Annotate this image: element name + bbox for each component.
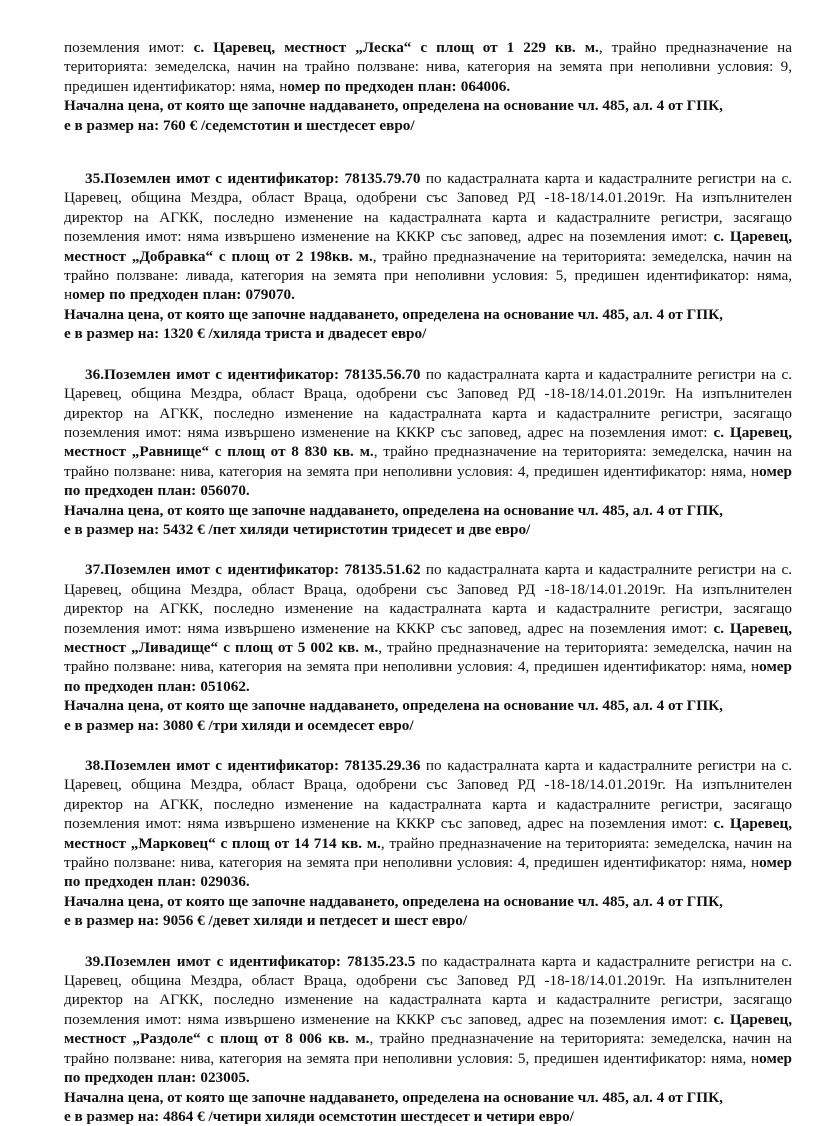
starting-price-line-2: е в размер на: 4864 € /четири хиляди осемстотин шестдесет и четири евро/ [64,1107,574,1125]
property-entry-36 [64,365,792,540]
intro-text: по кадастралната карта и кадастралните регистри на с. Царевец, община Мездра, област Враца, одобрени със Заповед РД -18-18/14.01.2019г. На изпълнителен директор на АГКК, последно изменение на кадастралната карта и кадастралните регистри, засягащо поземления имот: няма извършено изменение на КККР със заповед, адрес на поземления имот: [64,170,793,246]
identifier-label: Поземлен имот с идентификатор: [103,952,348,970]
item-number: 37. [85,561,104,579]
location-area: с. Царевец, местност „Добравка“ с площ от 2 198кв. м. [64,228,792,265]
previous-plan-number: омер по предходен план: 079070. [72,286,295,304]
location-area: с. Царевец, местност „Марковец“ с площ от 14 714 кв. м. [64,815,792,852]
identifier-label: Поземлен имот с идентификатор: [103,757,345,774]
starting-price-line-2: е в размер на: 1320 € /хиляда триста и двадесет евро/ [64,325,427,343]
intro-text: по кадастралната карта и кадастралните регистри на с. Царевец, община Мездра, област Враца, одобрени със Заповед РД -18-18/14.01.2019г. На изпълнителен директор на АГКК, последно изменение на кадастралната карта и кадастралните регистри, засягащо поземления имот: няма извършено изменение на КККР със заповед, адрес на поземления имот: [64,561,793,637]
property-description [64,756,792,892]
location-area: с. Царевец, местност „Раздоле“ с площ от 8 006 кв. м. [64,1010,792,1048]
property-entry-continuation [64,38,792,135]
details-text: , трайно предназначение на територията: земеделска, начин на трайно ползване: нива, категория на земята при неполивни условия: 4, предишен идентификатор: няма, н [64,834,792,872]
identifier-value: 78135.23.5 [347,952,416,970]
property-entry-35 [64,169,792,344]
previous-plan-number: омер по предходен план: 023005. [64,1049,792,1087]
starting-price-line-2: е в размер на: 9056 € /девет хиляди и петдесет и шест евро/ [64,912,468,930]
identifier-label: Поземлен имот с идентификатор: [103,365,345,383]
property-description [64,365,792,501]
item-number: 38. [85,757,104,774]
identifier-value: 78135.56.70 [344,365,421,383]
starting-price-line-2: е в размер на: 5432 € /пет хиляди четиристотин тридесет и две евро/ [64,520,531,538]
document-page [64,38,792,1126]
starting-price-line-1: Начална цена, от която ще започне наддаването, определена на основание чл. 485, ал. 4 от ГПК, [64,501,723,519]
property-description [64,952,792,1088]
identifier-label: Поземлен имот с идентификатор: [103,170,345,188]
intro-text: по кадастралната карта и кадастралните регистри на с. Царевец, община Мездра, област Враца, одобрени със Заповед РД -18-18/14.01.2019г. На изпълнителен директор на АГКК, последно изменение на кадастралната карта и кадастралните регистри, засягащо поземления имот: няма извършено изменение на КККР със заповед, адрес на поземления имот: [64,952,793,1028]
item-number: 36. [85,365,104,383]
item-number: 35. [85,170,104,188]
previous-plan-number: омер по предходен план: 051062. [64,658,792,695]
identifier-value: 78135.79.70 [344,170,421,188]
property-entry-37 [64,560,792,735]
identifier-label: Поземлен имот с идентификатор: [103,561,345,579]
details-text: , трайно предназначение на територията: земеделска, начин на трайно ползване: ливада, категория на земята при неполивни условия: 5, предишен идентификатор: няма, н [64,247,792,304]
starting-price-line-2: е в размер на: 3080 € /три хиляди и осемдесет евро/ [64,716,414,734]
intro-text: поземления имот: [64,39,194,56]
identifier-value: 78135.29.36 [344,757,421,774]
location-area: с. Царевец, местност „Леска“ с площ от 1 229 кв. м. [193,39,599,56]
previous-plan-number: омер по предходен план: 056070. [64,462,792,500]
starting-price-line-1: Начална цена, от която ще започне наддаването, определена на основание чл. 485, ал. 4 от ГПК, [64,697,723,715]
location-area: с. Царевец, местност „Ливадище“ с площ от 5 002 кв. м. [64,619,792,656]
previous-plan-number: омер по предходен план: 064006. [287,77,511,95]
starting-price-line-2: е в размер на: 760 € /седемстотин и шестдесет евро/ [64,116,415,134]
starting-price-line-1: Начална цена, от която ще започне наддаването, определена на основание чл. 485, ал. 4 от ГПК, [64,305,723,323]
intro-text: по кадастралната карта и кадастралните регистри на с. Царевец, община Мездра, област Враца, одобрени със Заповед РД -18-18/14.01.2019г. На изпълнителен директор на АГКК, последно изменение на кадастралната карта и кадастралните регистри, засягащо поземления имот: няма извършено изменение на КККР със заповед, адрес на поземления имот: [64,365,793,441]
property-description [64,38,792,96]
intro-text: по кадастралната карта и кадастралните регистри на с. Царевец, община Мездра, област Враца, одобрени със Заповед РД -18-18/14.01.2019г. На изпълнителен директор на АГКК, последно изменение на кадастралната карта и кадастралните регистри, засягащо поземления имот: няма извършено изменение на КККР със заповед, адрес на поземления имот: [64,757,793,833]
property-entry-39 [64,952,792,1126]
property-description [64,560,792,696]
starting-price-line-1: Начална цена, от която ще започне наддаването, определена на основание чл. 485, ал. 4 от ГПК, [64,892,723,910]
details-text: , трайно предназначение на територията: земеделска, начин на трайно ползване: нива, категория на земята при неполивни условия: 4, предишен идентификатор: няма, н [64,443,792,480]
details-text: , трайно предназначение на територията: земеделска, начин на трайно ползване: нива, категория на земята при неполивни условия: 9, предишен идентификатор: няма, н [64,39,792,95]
details-text: , трайно предназначение на територията: земеделска, начин на трайно ползване: нива, категория на земята при неполивни условия: 5, предишен идентификатор: няма, н [64,1030,792,1067]
item-number: 39. [85,952,104,970]
property-description [64,169,792,305]
location-area: с. Царевец, местност „Равнище“ с площ от 8 830 кв. м. [64,423,792,461]
starting-price-line-1: Начална цена, от която ще започне наддаването, определена на основание чл. 485, ал. 4 от ГПК, [64,97,723,115]
property-entry-38 [64,756,792,931]
previous-plan-number: омер по предходен план: 029036. [64,854,792,891]
identifier-value: 78135.51.62 [344,561,421,579]
details-text: , трайно предназначение на територията: земеделска, начин на трайно ползване: нива, категория на земята при неполивни условия: 4, предишен идентификатор: няма, н [64,638,793,676]
starting-price-line-1: Начална цена, от която ще започне наддаването, определена на основание чл. 485, ал. 4 от ГПК, [64,1088,723,1106]
